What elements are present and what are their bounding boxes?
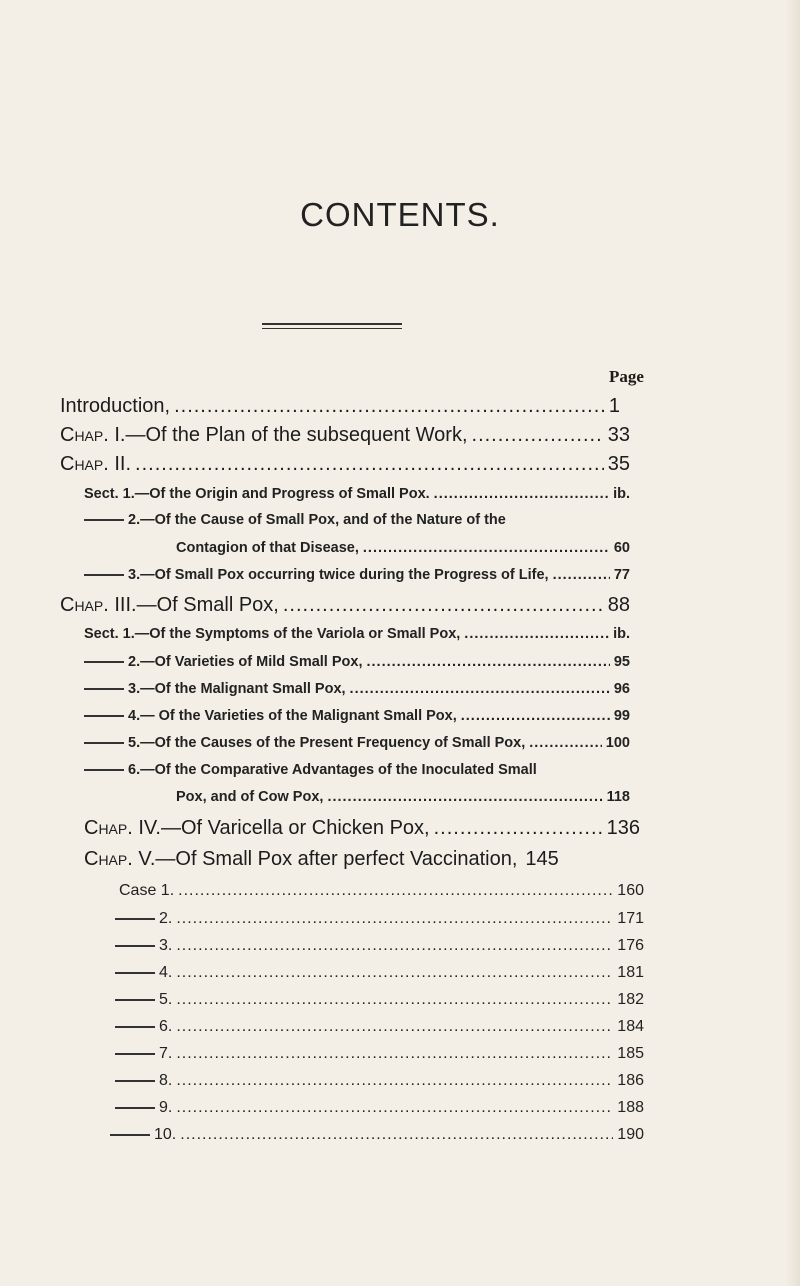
- chapter-title: V.—Of Small Pox after perfect Vaccination,: [138, 848, 518, 870]
- leader-dots: [464, 626, 609, 642]
- toc-page: 33: [607, 424, 630, 446]
- leader-dots: [176, 1018, 613, 1036]
- section-title: 2.—Of Varieties of Mild Small Pox,: [128, 654, 363, 670]
- toc-case: [115, 991, 644, 1009]
- toc-label: Case 1.: [119, 882, 175, 899]
- leader-dots: [176, 1045, 613, 1063]
- toc-page: 136: [606, 817, 640, 839]
- chapter-prefix: Chap.: [84, 848, 133, 870]
- page-column-header: Page: [609, 367, 644, 386]
- ditto-dash: [115, 972, 155, 974]
- toc-section: [84, 486, 630, 502]
- toc-label: [84, 567, 549, 583]
- toc-page: 35: [607, 453, 630, 475]
- case-number: 2.: [159, 910, 173, 927]
- toc-page: 160: [617, 882, 644, 899]
- toc-label: Sect. 1.—Of the Origin and Progress of Small Pox.: [84, 486, 430, 502]
- leader-dots: [350, 681, 610, 697]
- leader-dots: [529, 735, 602, 751]
- toc-case: [119, 882, 644, 900]
- ditto-dash: [115, 999, 155, 1001]
- toc-label: [84, 681, 346, 697]
- chapter-prefix: Chap.: [60, 453, 109, 475]
- ditto-dash: [84, 715, 124, 717]
- leader-dots: [367, 654, 610, 670]
- leader-dots: [283, 594, 604, 617]
- toc-section: [84, 567, 630, 583]
- toc-page: 99: [613, 708, 630, 724]
- ditto-dash: [115, 945, 155, 947]
- toc-page: 176: [617, 937, 644, 954]
- ditto-dash: [115, 918, 155, 920]
- toc-label: [84, 762, 537, 778]
- toc-case: [115, 910, 644, 928]
- toc-label: Introduction,: [60, 395, 171, 417]
- case-number: 4.: [159, 964, 173, 981]
- ditto-dash: [84, 574, 124, 576]
- leader-dots: [553, 567, 610, 583]
- toc-page: 145: [525, 848, 559, 870]
- leader-dots: [176, 964, 613, 982]
- chapter-title: IV.—Of Varicella or Chicken Pox,: [138, 817, 430, 839]
- toc-page: 181: [617, 964, 644, 981]
- chapter-title: II.: [114, 453, 132, 475]
- case-number: 5.: [159, 991, 173, 1008]
- toc-label: Pox, and of Cow Pox,: [176, 789, 324, 805]
- chapter-prefix: Chap.: [60, 424, 109, 446]
- section-title: 3.—Of Small Pox occurring twice during the Progress of Life,: [128, 567, 549, 583]
- toc-chapter-3: [60, 594, 630, 617]
- toc-case: [115, 964, 644, 982]
- ditto-dash: [84, 769, 124, 771]
- leader-dots: [434, 817, 603, 840]
- toc-label: [84, 708, 457, 724]
- toc-label: [115, 1018, 172, 1036]
- toc-label: [115, 964, 172, 982]
- ditto-dash: [84, 519, 124, 521]
- page-title: CONTENTS.: [300, 196, 500, 233]
- toc-label: Contagion of that Disease,: [176, 540, 359, 556]
- toc-case: [115, 1018, 644, 1036]
- toc-label: [115, 910, 172, 928]
- toc-chapter-2: [60, 453, 630, 476]
- toc-page: 118: [606, 789, 630, 805]
- toc-page: 100: [605, 735, 630, 751]
- toc-case: [115, 1099, 644, 1117]
- section-title: 6.—Of the Comparative Advantages of the Inoculated Small: [128, 762, 537, 778]
- leader-dots: [174, 395, 605, 418]
- toc-section: [84, 626, 630, 642]
- case-number: 6.: [159, 1018, 173, 1035]
- toc-page: 77: [613, 567, 630, 583]
- toc-page: 188: [617, 1099, 644, 1116]
- toc-label: [84, 654, 363, 670]
- toc-introduction: [60, 395, 620, 418]
- leader-dots: [434, 486, 609, 502]
- toc-label: [60, 594, 279, 617]
- leader-dots: [176, 1099, 613, 1117]
- ditto-dash: [115, 1053, 155, 1055]
- toc-page: 190: [617, 1126, 644, 1143]
- ditto-dash: [84, 688, 124, 690]
- case-number: 7.: [159, 1045, 173, 1062]
- leader-dots: [178, 882, 613, 900]
- section-title: 5.—Of the Causes of the Present Frequency of Small Pox,: [128, 735, 526, 751]
- toc-label: [115, 1045, 172, 1063]
- leader-dots: [176, 910, 613, 928]
- page-edge: [786, 0, 800, 1286]
- toc-page: ib.: [613, 626, 630, 642]
- toc-label: [110, 1126, 176, 1144]
- case-number: 8.: [159, 1072, 173, 1089]
- toc-page: 182: [617, 991, 644, 1008]
- toc-page: 184: [617, 1018, 644, 1035]
- toc-label: [115, 1099, 172, 1117]
- toc-page: 88: [607, 594, 630, 616]
- chapter-prefix: Chap.: [84, 817, 133, 839]
- ditto-dash: [84, 742, 124, 744]
- section-title: 3.—Of the Malignant Small Pox,: [128, 681, 346, 697]
- toc-label: Sect. 1.—Of the Symptoms of the Variola or Small Pox,: [84, 626, 461, 642]
- toc-page: 96: [613, 681, 630, 697]
- ditto-dash: [115, 1107, 155, 1109]
- toc-label: [115, 937, 172, 955]
- toc-page: 185: [617, 1045, 644, 1062]
- toc-label: [60, 453, 131, 476]
- toc-chapter-1: [60, 424, 630, 447]
- toc-page: 186: [617, 1072, 644, 1089]
- toc-chapter-4: [84, 817, 640, 840]
- case-number: 3.: [159, 937, 173, 954]
- chapter-prefix: Chap.: [60, 594, 109, 616]
- toc-section-continuation: [176, 540, 630, 556]
- leader-dots: [176, 1072, 613, 1090]
- leader-dots: [180, 1126, 613, 1144]
- toc-page: 171: [617, 910, 644, 927]
- ditto-dash: [115, 1080, 155, 1082]
- toc-label: [84, 848, 517, 871]
- toc-label: [84, 735, 525, 751]
- toc-chapter-5: [84, 848, 644, 871]
- toc-section: [84, 762, 630, 778]
- leader-dots: [363, 540, 610, 556]
- ditto-dash: [110, 1134, 150, 1136]
- leader-dots: [327, 789, 602, 805]
- case-number: 9.: [159, 1099, 173, 1116]
- ditto-dash: [84, 661, 124, 663]
- toc-section: [84, 681, 630, 697]
- leader-dots: [135, 453, 604, 476]
- toc-section: [84, 512, 630, 528]
- case-number: 10.: [154, 1126, 177, 1143]
- leader-dots: [176, 937, 613, 955]
- toc-label: [115, 1072, 172, 1090]
- toc-case: [115, 1072, 644, 1090]
- toc-case: [110, 1126, 644, 1144]
- toc-section: [84, 654, 630, 670]
- toc-label: [84, 817, 430, 840]
- toc-page: ib.: [613, 486, 630, 502]
- chapter-title: III.—Of Small Pox,: [114, 594, 279, 616]
- toc-section-continuation: [176, 789, 630, 805]
- leader-dots: [461, 708, 610, 724]
- section-title: 2.—Of the Cause of Small Pox, and of the Nature of the: [128, 512, 506, 528]
- leader-dots: [176, 991, 613, 1009]
- chapter-title: I.—Of the Plan of the subsequent Work,: [114, 424, 468, 446]
- toc-section: [84, 735, 630, 751]
- toc-page: 60: [613, 540, 630, 556]
- toc-case: [115, 1045, 644, 1063]
- toc-section: [84, 708, 630, 724]
- toc-label: [60, 424, 468, 447]
- section-title: 4.— Of the Varieties of the Malignant Small Pox,: [128, 708, 457, 724]
- leader-dots: [472, 424, 604, 447]
- toc-page: 1: [608, 395, 620, 417]
- toc-label: [115, 991, 172, 1009]
- title-rule: [262, 323, 402, 329]
- toc-label: [84, 512, 506, 528]
- toc-page: 95: [613, 654, 630, 670]
- ditto-dash: [115, 1026, 155, 1028]
- toc-case: [115, 937, 644, 955]
